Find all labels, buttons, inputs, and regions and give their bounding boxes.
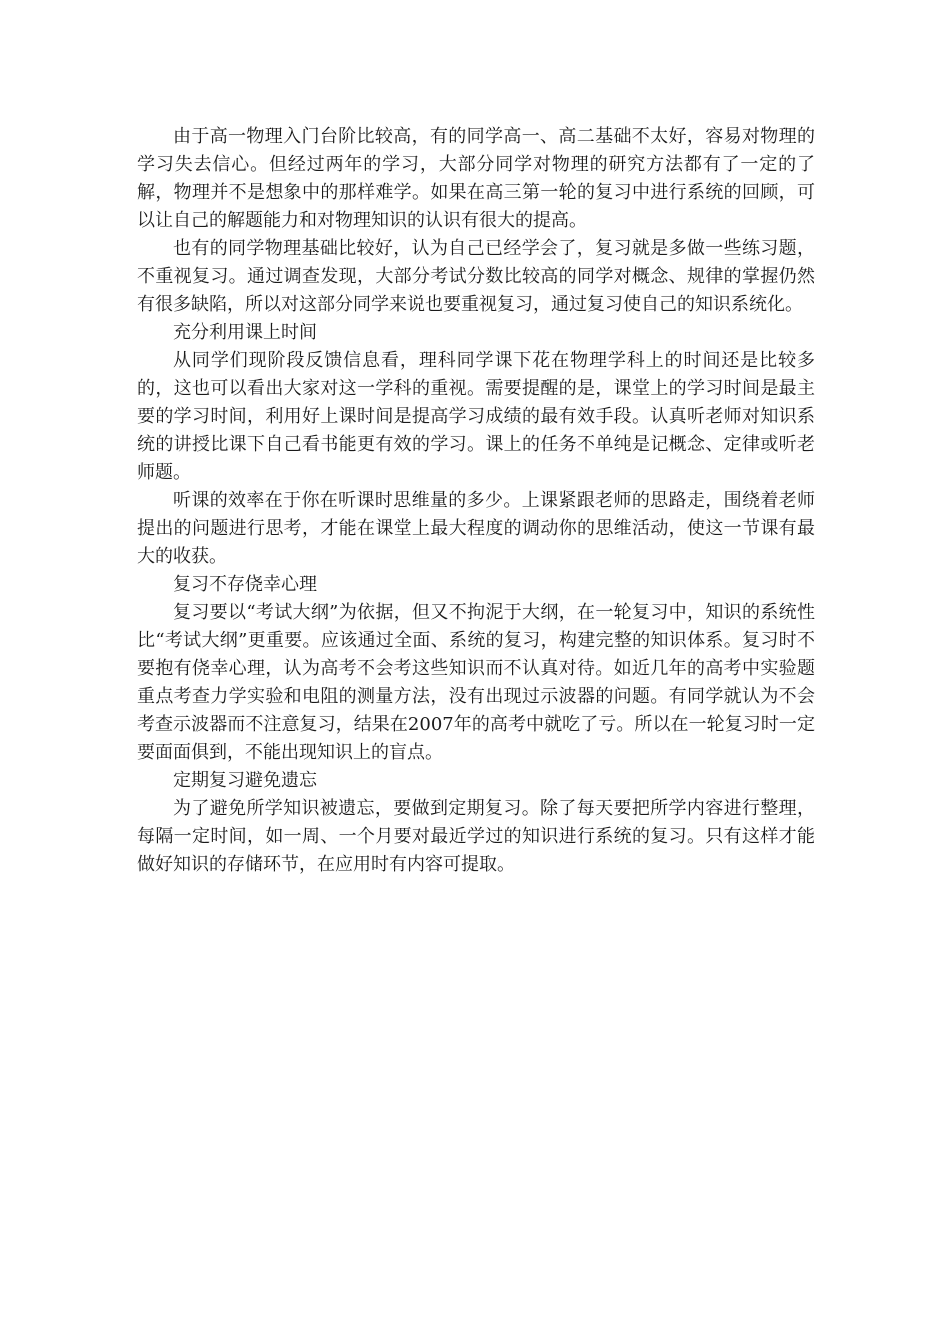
section-heading-regular-review: 定期复习避免遗忘: [173, 770, 317, 791]
document-body: [137, 123, 815, 879]
section-heading-class-time: 充分利用课上时间: [173, 322, 317, 343]
section-heading-no-luck: 复习不存侥幸心理: [173, 574, 317, 595]
paragraph-regular-review: 为了避免所学知识被遗忘，要做到定期复习。除了每天要把所学内容进行整理，每隔一定时间，如一周、一个月要对最近学过的知识进行系统的复习。只有这样才能做好知识的存储环节，在应用时有内容可提取。: [137, 798, 815, 875]
paragraph-intro: 由于高一物理入门台阶比较高，有的同学高一、高二基础不太好，容易对物理的学习失去信心。但经过两年的学习，大部分同学对物理的研究方法都有了一定的了解，物理并不是想象中的那样难学。如果在高三第一轮的复习中进行系统的回顾，可以让自己的解题能力和对物理知识的认识有很大的提高。: [137, 126, 815, 231]
paragraph-no-luck: 复习要以“考试大纲”为依据，但又不拘泥于大纲，在一轮复习中，知识的系统性比“考试大纲”更重要。应该通过全面、系统的复习，构建完整的知识体系。复习时不要抱有侥幸心理，认为高考不会考这些知识而不认真对待。如近几年的高考中实验题重点考查力学实验和电阻的测量方法，没有出现过示波器的问题。有同学就认为不会考查示波器而不注意复习，结果在2007年的高考中就吃了亏。所以在一轮复习时一定要面面俱到，不能出现知识上的盲点。: [137, 602, 815, 763]
paragraph-listening-efficiency: 听课的效率在于你在听课时思维量的多少。上课紧跟老师的思路走，围绕着老师提出的问题进行思考，才能在课堂上最大程度的调动你的思维活动，使这一节课有最大的收获。: [137, 490, 815, 567]
paragraph-class-time: 从同学们现阶段反馈信息看，理科同学课下花在物理学科上的时间还是比较多的，这也可以看出大家对这一学科的重视。需要提醒的是，课堂上的学习时间是最主要的学习时间，利用好上课时间是提高学习成绩的最有效手段。认真听老师对知识系统的讲授比课下自己看书能更有效的学习。课上的任务不单纯是记概念、定律或听老师题。: [137, 350, 815, 483]
paragraph-review-importance: 也有的同学物理基础比较好，认为自己已经学会了，复习就是多做一些练习题，不重视复习。通过调查发现，大部分考试分数比较高的同学对概念、规律的掌握仍然有很多缺陷，所以对这部分同学来说也要重视复习，通过复习使自己的知识系统化。: [137, 238, 815, 315]
